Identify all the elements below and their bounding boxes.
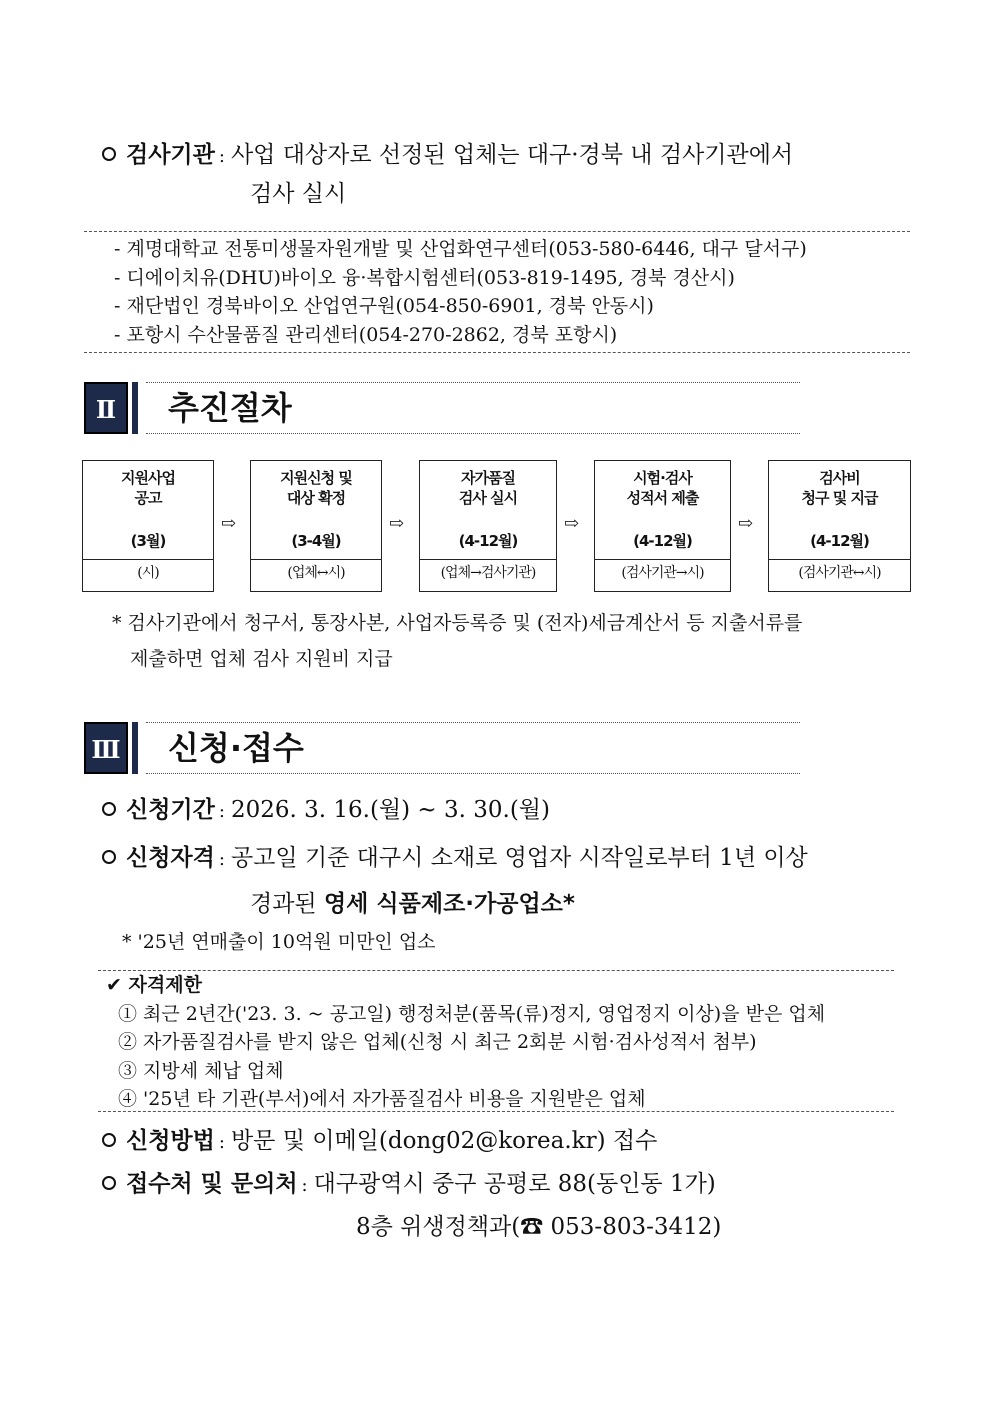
note: * 검사기관에서 청구서, 통장사본, 사업자등록증 및 (전자)세금계산서 등 지출서류를 xyxy=(112,612,803,634)
contact-bullet: 접수처 및 문의처 : 대구광역시 중구 공평로 88(동인동 1가) xyxy=(102,1167,716,1203)
circle-bullet-icon xyxy=(102,850,116,864)
inspection-text-1: 사업 대상자로 선정된 업체는 대구·경북 내 검사기관에서 xyxy=(230,142,794,168)
list-item: ④ '25년 타 기관(부서)에서 자가품질검사 비용을 지원받은 업체 xyxy=(118,1088,646,1110)
note: 제출하면 업체 검사 지원비 지급 xyxy=(130,648,393,670)
restriction-title: ✔ 자격제한 xyxy=(106,974,202,996)
org-list xyxy=(114,235,807,349)
list-item: ② 자가품질검사를 받지 않은 업체(신청 시 최근 2회분 시험·검사성적서 첨부) xyxy=(118,1031,757,1053)
list-item: - 계명대학교 전통미생물자원개발 및 산업화연구센터(053-580-6446, 대구 달서구) xyxy=(114,238,807,260)
circle-bullet-icon xyxy=(102,1176,116,1190)
period-label: 신청기간 xyxy=(126,797,215,823)
circle-bullet-icon xyxy=(102,1133,116,1147)
list-item: - 재단법인 경북바이오 산업연구원(054-850-6901, 경북 안동시) xyxy=(114,295,654,317)
list-item: - 포항시 수산물품질 관리센터(054-270-2862, 경북 포항시) xyxy=(114,323,618,346)
divider xyxy=(84,231,910,232)
contact-value-2: 8층 위생정책과(☎ 053-803-3412) xyxy=(356,1214,722,1240)
qualification-highlight: 영세 식품제조·가공업소* xyxy=(323,891,575,917)
section-2-header xyxy=(84,382,800,434)
contact-label: 접수처 및 문의처 xyxy=(126,1171,298,1197)
qualification-text-2: 경과된 영세 식품제조·가공업소* xyxy=(250,891,575,917)
section-3-number: Ⅲ xyxy=(84,722,128,774)
section-3-title: 신청·접수 xyxy=(168,729,304,767)
restriction-list xyxy=(106,971,825,1114)
qualification-bullet: 신청자격 : 공고일 기준 대구시 소재로 영업자 시작일로부터 1년 이상 xyxy=(102,841,808,877)
process-step-5: 검사비 청구 및 지급 (4-12월) (검사기관↔시) xyxy=(768,460,911,592)
method-value: 방문 및 이메일(dong02@korea.kr) 접수 xyxy=(230,1128,658,1154)
section-2-number: Ⅱ xyxy=(84,382,128,434)
qualification-note: * '25년 연매출이 10억원 미만인 업소 xyxy=(122,931,436,953)
process-step-1: 지원사업 공고 (3월) (시) xyxy=(82,460,214,592)
process-step-3: 자가품질 검사 실시 (4-12월) (업체→검사기관) xyxy=(419,460,557,592)
circle-bullet-icon xyxy=(102,147,116,161)
divider xyxy=(84,352,910,353)
process-step-2: 지원신청 및 대상 확정 (3-4월) (업체↔시) xyxy=(250,460,382,592)
method-bullet: 신청방법 : 방문 및 이메일(dong02@korea.kr) 접수 xyxy=(102,1124,657,1160)
period-bullet: 신청기간 : 2026. 3. 16.(월) ~ 3. 30.(월) xyxy=(102,793,550,829)
section-3-header xyxy=(84,722,800,774)
method-label: 신청방법 xyxy=(126,1128,215,1154)
inspection-bullet: 검사기관 : 사업 대상자로 선정된 업체는 대구·경북 내 검사기관에서 xyxy=(102,138,793,174)
qualification-text-1: 공고일 기준 대구시 소재로 영업자 시작일로부터 1년 이상 xyxy=(230,845,808,871)
list-item: ① 최근 2년간('23. 3. ~ 공고일) 행정처분(품목(류)정지, 영업정지 이상)을 받은 업체 xyxy=(118,1002,826,1025)
inspection-label: 검사기관 xyxy=(126,142,215,168)
period-value: 2026. 3. 16.(월) ~ 3. 30.(월) xyxy=(230,797,550,823)
arrow-right-icon: ⇨ xyxy=(738,513,754,534)
arrow-right-icon: ⇨ xyxy=(564,513,580,534)
process-step-4: 시험·검사 성적서 제출 (4-12월) (검사기관→시) xyxy=(594,460,731,592)
circle-bullet-icon xyxy=(102,802,116,816)
contact-value-1: 대구광역시 중구 공평로 88(동인동 1가) xyxy=(313,1171,716,1197)
arrow-right-icon: ⇨ xyxy=(221,513,237,534)
inspection-text-2: 검사 실시 xyxy=(250,181,347,207)
section-2-title: 추진절차 xyxy=(168,389,292,427)
qualification-label: 신청자격 xyxy=(126,845,215,871)
list-item: - 디에이치유(DHU)바이오 융·복합시험센터(053-819-1495, 경북 경산시) xyxy=(114,266,735,289)
list-item: ③ 지방세 체납 업체 xyxy=(118,1059,284,1082)
arrow-right-icon: ⇨ xyxy=(389,513,405,534)
